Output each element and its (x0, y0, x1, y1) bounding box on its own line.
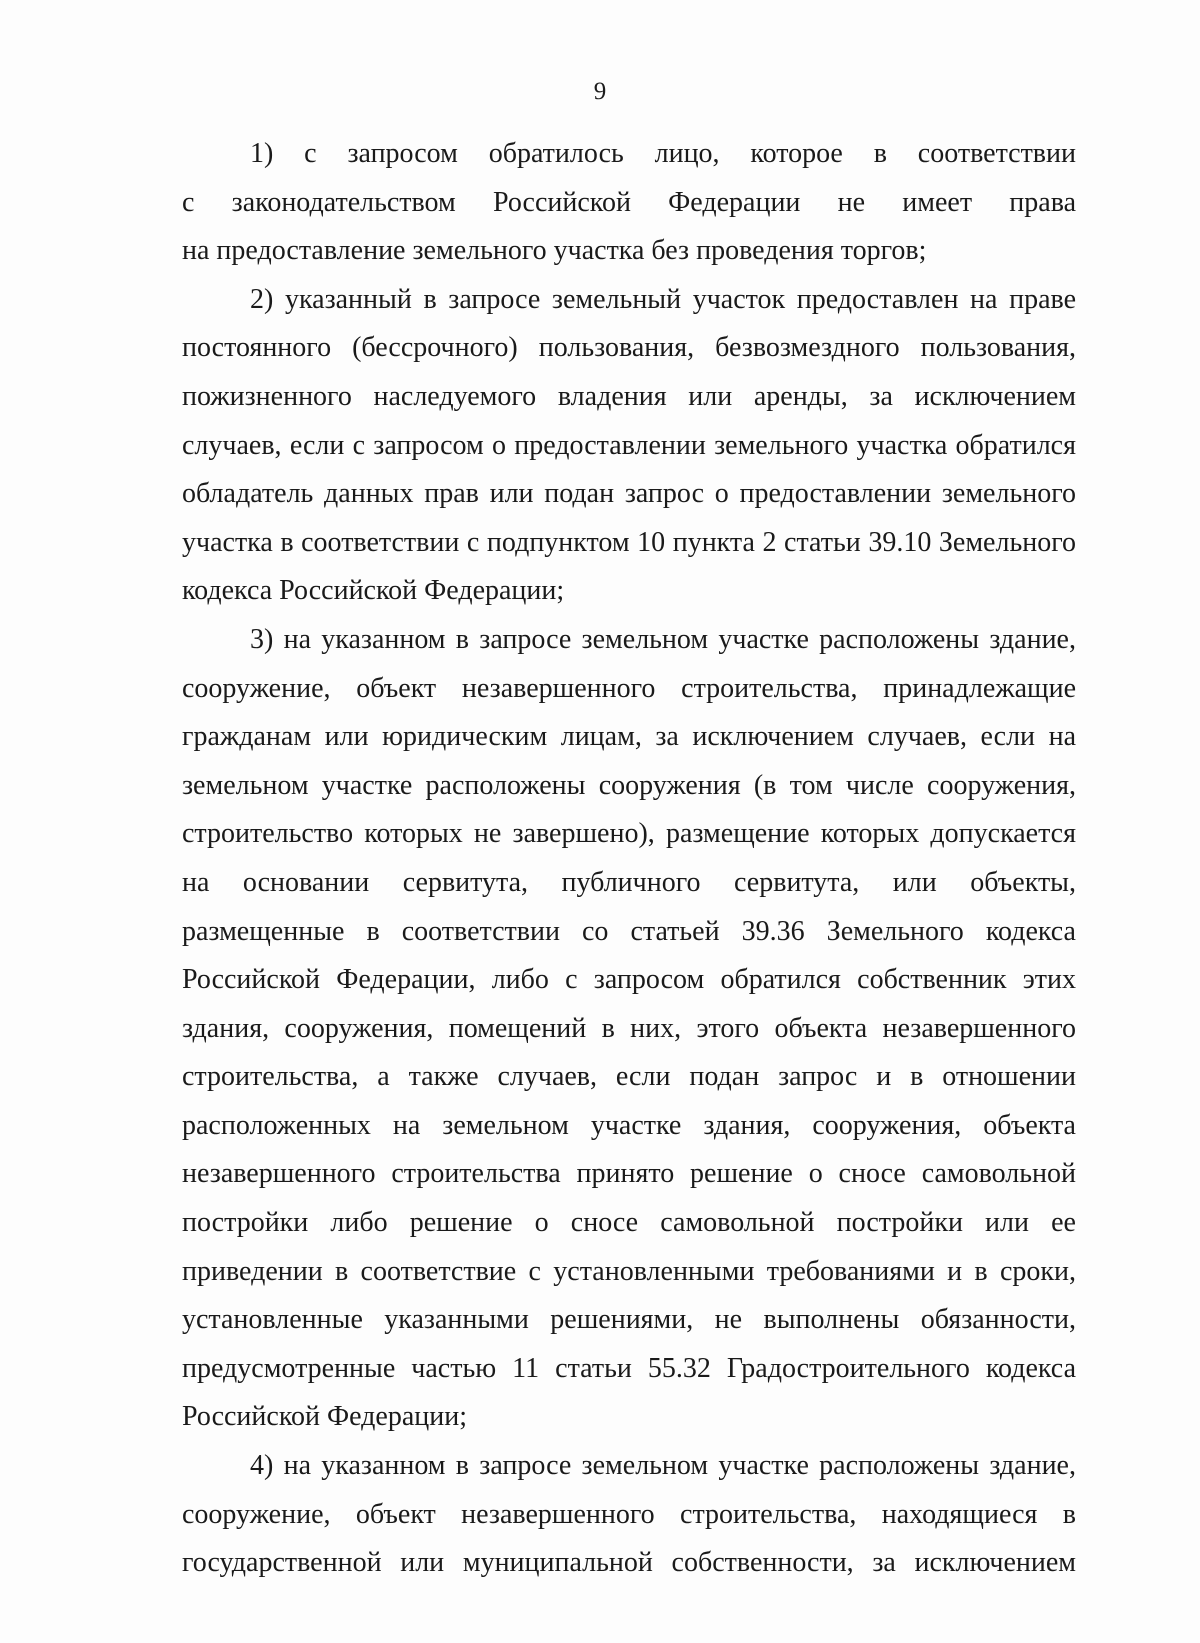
text-line: расположенных на земельном участке здания, сооружения, объекта (182, 1109, 1076, 1141)
text-line: незавершенного строительства принято решение о сносе самовольной (182, 1158, 1076, 1190)
text-line: на предоставление земельного участка без проведения торгов; (182, 235, 927, 267)
text-line: 3) на указанном в запросе земельном участке расположены здание, (250, 623, 1076, 655)
text-line: 2) указанный в запросе земельный участок предоставлен на праве (250, 283, 1076, 315)
document-body (182, 130, 1076, 1588)
text-line: 1) с запросом обратилось лицо, которое в соответствии (250, 138, 1076, 169)
text-line: земельном участке расположены сооружения (в том числе сооружения, (182, 769, 1076, 801)
page-number: 9 (593, 78, 607, 105)
text-line: здания, сооружения, помещений в них, этого объекта незавершенного (182, 1012, 1076, 1044)
text-line: кодекса Российской Федерации; (182, 575, 565, 607)
text-line: участка в соответствии с подпунктом 10 пункта 2 статьи 39.10 Земельного (182, 526, 1076, 558)
paragraph-3 (182, 616, 1076, 1442)
text-line: Российской Федерации, либо с запросом обратился собственник этих (182, 964, 1076, 996)
text-line: приведении в соответствие с установленными требованиями и в сроки, (182, 1255, 1076, 1287)
paragraph-2 (182, 276, 1076, 616)
text-line: строительство которых не завершено), размещение которых допускается (182, 818, 1076, 850)
text-line: случаев, если с запросом о предоставлении земельного участка обратился (182, 429, 1076, 461)
text-line: строительства, а также случаев, если подан запрос и в отношении (182, 1061, 1076, 1093)
text-line: 4) на указанном в запросе земельном участке расположены здание, (250, 1450, 1076, 1482)
paragraph-4 (182, 1442, 1076, 1588)
text-line: пожизненного наследуемого владения или аренды, за исключением (182, 380, 1076, 412)
text-line: государственной или муниципальной собственности, за исключением (182, 1547, 1076, 1579)
text-line: размещенные в соответствии со статьей 39.36 Земельного кодекса (182, 915, 1076, 947)
text-line: сооружение, объект незавершенного строительства, находящиеся в (182, 1498, 1076, 1530)
text-line: на основании сервитута, публичного сервитута, или объекты, (182, 866, 1076, 898)
text-line: сооружение, объект незавершенного строительства, принадлежащие (182, 672, 1076, 704)
text-line: гражданам или юридическим лицам, за исключением случаев, если на (182, 721, 1076, 753)
text-line: постоянного (бессрочного) пользования, безвозмездного пользования, (182, 332, 1076, 364)
text-line: постройки либо решение о сносе самовольной постройки или ее (182, 1207, 1076, 1239)
text-line: обладатель данных прав или подан запрос о предоставлении земельного (182, 478, 1076, 510)
text-line: установленные указанными решениями, не выполнены обязанности, (182, 1304, 1076, 1336)
paragraph-1 (182, 130, 1076, 276)
text-line: с законодательством Российской Федерации не имеет права (182, 186, 1076, 218)
text-line: предусмотренные частью 11 статьи 55.32 Градостроительного кодекса (182, 1352, 1076, 1384)
text-line: Российской Федерации; (182, 1401, 468, 1433)
